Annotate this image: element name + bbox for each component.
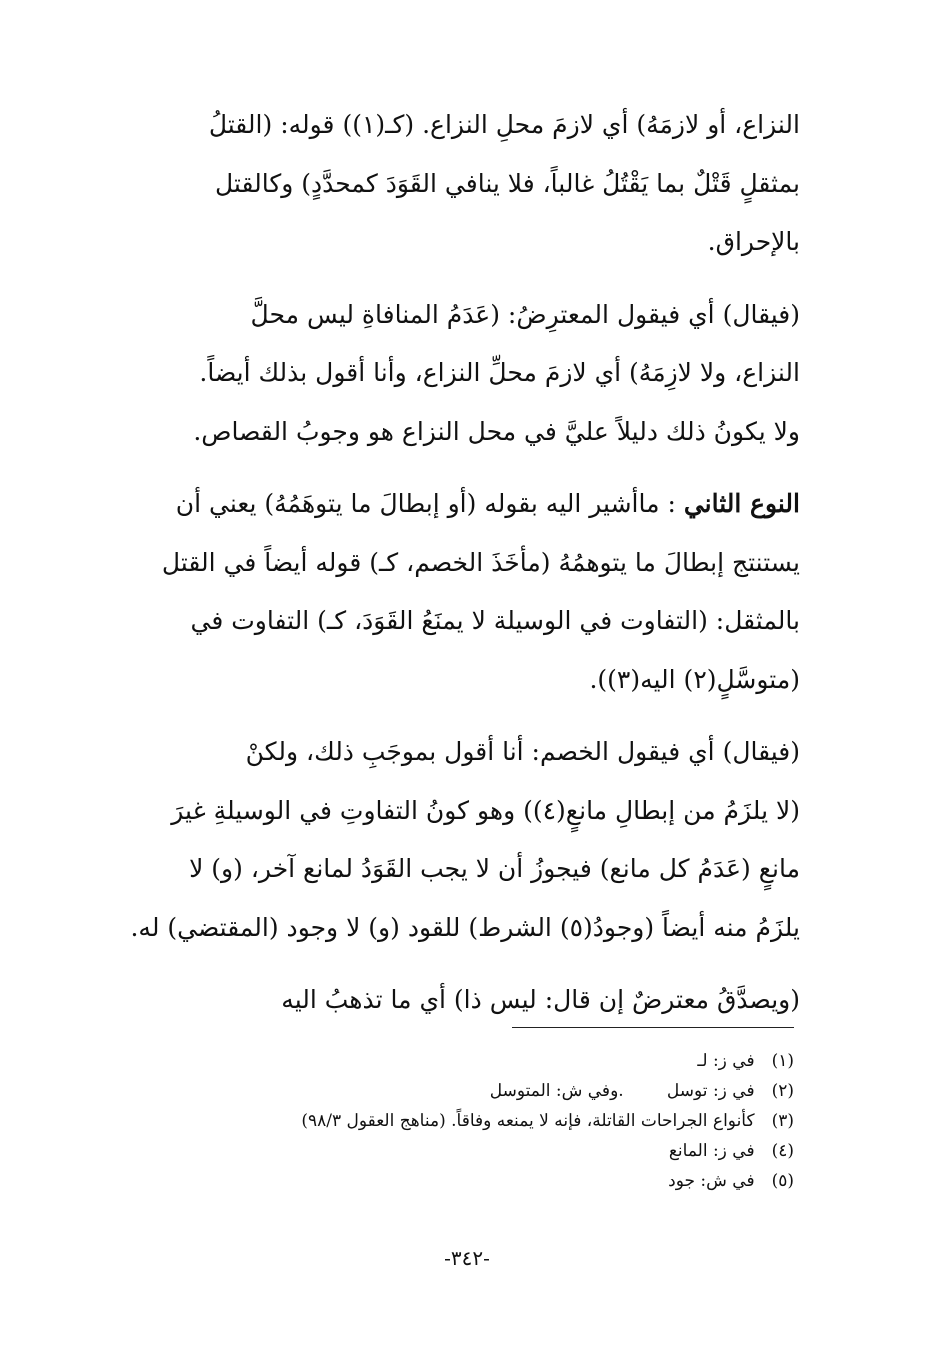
footnote-text: في ز: المانع: [668, 1141, 755, 1161]
text-line: النزاع، ولا لازِمَهُ) أي لازمَ محلِّ النزاع، وأنا أقول بذلك أيضاً.: [199, 358, 800, 387]
footnote-number: (١): [771, 1051, 794, 1071]
text-line: (فيقال) أي فيقول الخصم: أنا أقول بموجَبِ ذلك، ولكنْ: [245, 737, 800, 766]
footnote-text: في ش: جود: [668, 1171, 755, 1191]
text-line: النزاع، أو لازمَهُ) أي لازمَ محلِ النزاع. (كـ(١)) قوله: (القتلُ: [208, 110, 800, 139]
footnote-number: (٣): [771, 1111, 794, 1131]
footnote-number: (٤): [771, 1141, 794, 1161]
footnote-1: [174, 1046, 794, 1076]
paragraph-5: [110, 971, 800, 1030]
section-heading: النوع الثاني: [683, 489, 800, 518]
paragraph-4: [110, 723, 800, 957]
text-line: بمثقلٍ قَتْلٌ بما يَقْتُلُ غالباً، فلا ينافي القَوَدَ كمحدَّدٍ) وكالقتل: [215, 168, 800, 198]
text-line: [110, 475, 800, 534]
text-line: مانعٍ (عَدَمُ كل مانع) فيجوزُ أن لا يجب القَوَدُ لمانع آخر، (و) لا: [189, 854, 800, 883]
footnote-divider: [512, 1027, 794, 1028]
text-line: بالمثقل: (التفاوت في الوسيلة لا يمنَعُ القَوَدَ، كـ) التفاوت في: [190, 606, 800, 635]
text-line: يلزَمُ منه أيضاً (وجودُ(٥) الشرط) للقود (و) لا وجود (المقتضي) له.: [130, 912, 800, 942]
footnote-text: في ز: لـ: [697, 1051, 755, 1071]
footnote-3: [174, 1106, 794, 1136]
text-fragment: : ماأشير اليه بقوله (أو إبطالَ ما يتوهَمُهُ) يعني أن: [175, 489, 676, 518]
footnote-4: [174, 1136, 794, 1166]
text-line: (لا يلزَمُ من إبطالِ مانعٍ(٤)) وهو كونُ التفاوتِ في الوسيلةِ غيرَ: [171, 795, 800, 825]
footnotes: [174, 1046, 794, 1196]
footnote-2: [174, 1076, 794, 1106]
paragraph-2: [110, 286, 800, 462]
page-number: -٣٤٢-: [444, 1246, 490, 1270]
footnote-5: [174, 1166, 794, 1196]
text-line: بالإحراق.: [707, 227, 800, 256]
footnote-text: كأنواع الجراحات القاتلة، فإنه لا يمنعه وفاقاً. (مناهج العقول ٩٨/٣): [301, 1111, 755, 1131]
footnote-number: (٥): [771, 1171, 794, 1191]
paragraph-1: [110, 96, 800, 272]
text-line: (فيقال) أي فيقول المعترِضُ: (عَدَمُ المنافاةِ ليس محلَّ: [250, 299, 800, 329]
footnote-text: في ز: توسل .وفي ش: المتوسل: [489, 1081, 755, 1101]
text-line: (ويصدَّقُ معترضٌ إن قال: ليس ذا) أي ما تذهبُ اليه: [281, 985, 800, 1014]
paragraph-3: [110, 475, 800, 709]
text-line: يستنتج إبطالَ ما يتوهمُهُ (مأخَذَ الخصم، كـ) قوله أيضاً في القتل: [161, 547, 800, 577]
text-line: ولا يكونُ ذلك دليلاً عليَّ في محل النزاع هو وجوبُ القصاص.: [193, 416, 800, 446]
text-line: (متوسَّلٍ(٢) اليه(٣)).: [589, 664, 800, 694]
footnote-number: (٢): [771, 1081, 794, 1101]
main-text: [110, 96, 800, 1044]
